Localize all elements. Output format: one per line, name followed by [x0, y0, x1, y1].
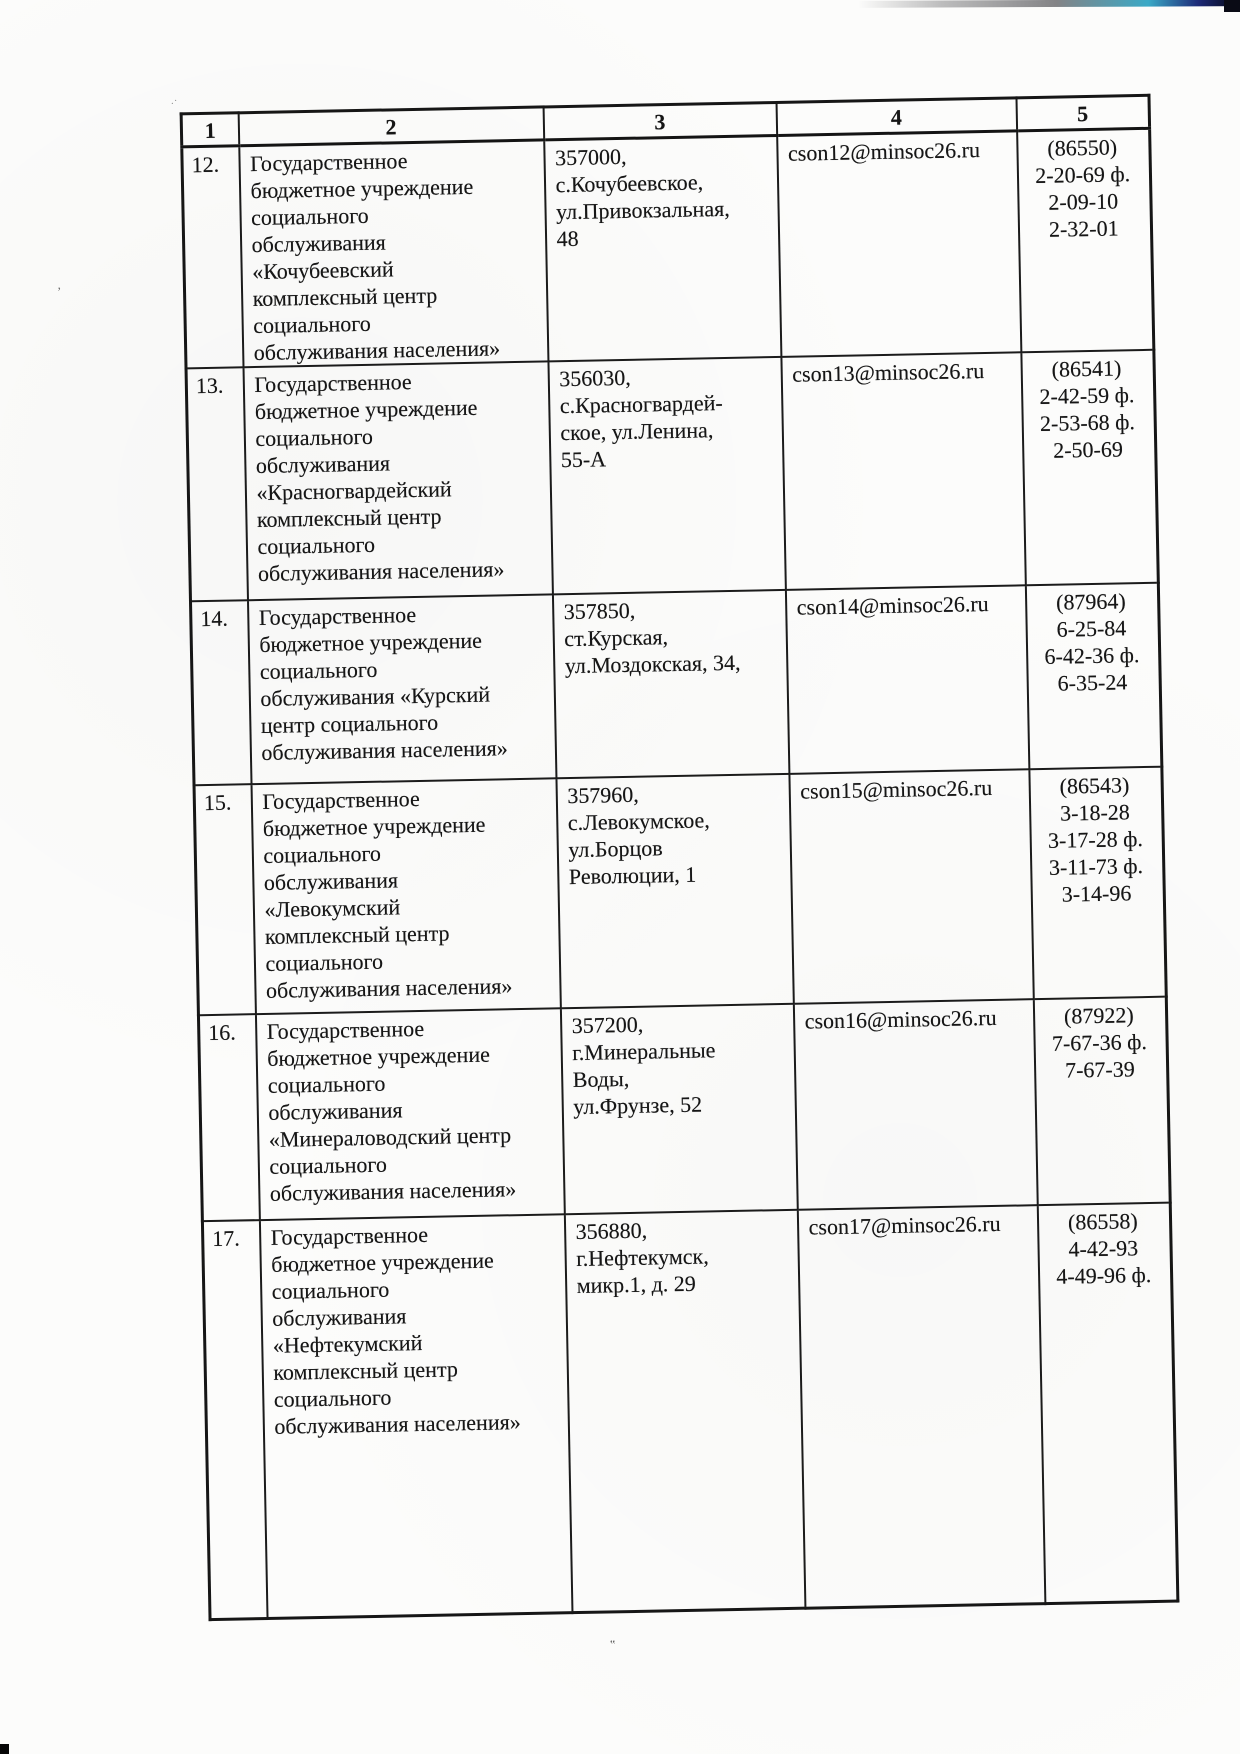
institution-email: cson12@minsoc26.ru — [777, 131, 1021, 357]
table-row — [198, 997, 1170, 1222]
institution-phone: (86558) 4-42-93 4-49-96 ф. — [1037, 1203, 1178, 1603]
institution-address: 357850, ст.Курская, ул.Моздокская, 34, — [552, 590, 788, 778]
institution-phone: (86550) 2-20-69 ф. 2-09-10 2-32-01 — [1017, 128, 1154, 352]
institution-name: Государственное бюджетное учреждение социального обслуживания «Курский центр социального обслуживания населения» — [247, 594, 555, 784]
scan-speck: .· — [171, 95, 178, 107]
table-row — [186, 350, 1158, 602]
row-number: 14. — [190, 600, 251, 785]
institutions-table-wrap — [180, 94, 1177, 1621]
institution-name: Государственное бюджетное учреждение социального обслуживания «Нефтекумский комплексный центр социального обслуживания населения» — [259, 1214, 572, 1618]
institution-name: Государственное бюджетное учреждение социального обслуживания «Левокумский комплексный центр социального обслуживания населения» — [251, 778, 560, 1014]
table-row — [202, 1203, 1177, 1620]
scan-artifact-bottom-left — [0, 1744, 9, 1754]
institution-address: 356030, с.Красногвардей- ское, ул.Ленина, 55-А — [548, 357, 785, 594]
institution-phone: (87964) 6-25-84 6-42-36 ф. 6-35-24 — [1025, 583, 1162, 770]
row-number: 17. — [202, 1220, 267, 1619]
column-header-4: 4 — [776, 98, 1017, 136]
institution-email: cson13@minsoc26.ru — [781, 352, 1025, 590]
row-number: 15. — [194, 784, 255, 1015]
institutions-table — [180, 94, 1180, 1621]
row-number: 13. — [186, 367, 247, 601]
column-header-3: 3 — [543, 102, 777, 139]
row-number: 12. — [182, 146, 243, 369]
institution-address: 357200, г.Минеральные Воды, ул.Фрунзе, 52 — [560, 1004, 797, 1214]
scan-speck: ‚ — [57, 277, 62, 292]
institution-name: Государственное бюджетное учреждение социального обслуживания «Минераловодский центр социального обслуживания населения» — [255, 1008, 564, 1220]
institution-name: Государственное бюджетное учреждение социального обслуживания «Красногвардейский комплексный центр социального обслуживания населения» — [243, 361, 552, 600]
institution-phone: (87922) 7-67-36 ф. 7-67-39 — [1033, 997, 1170, 1206]
institution-phone: (86541) 2-42-59 ф. 2-53-68 ф. 2-50-69 — [1021, 350, 1158, 586]
institution-email: cson15@minsoc26.ru — [789, 769, 1033, 1004]
institution-address: 357000, с.Кочубеевское, ул.Привокзальная, 48 — [544, 135, 781, 361]
column-header-5: 5 — [1016, 95, 1150, 131]
table-row — [190, 583, 1161, 786]
scan-artifact-corner-blob — [1224, 0, 1240, 12]
institution-address: 357960, с.Левокумское, ул.Борцов Революции, 1 — [556, 774, 793, 1008]
column-header-1: 1 — [181, 113, 239, 147]
institution-email: cson17@minsoc26.ru — [797, 1205, 1045, 1608]
table-row — [194, 767, 1166, 1016]
table-row — [182, 128, 1154, 368]
institution-email: cson16@minsoc26.ru — [793, 999, 1037, 1210]
scan-speck: ‟ — [610, 1637, 616, 1651]
institution-address: 356880, г.Нефтекумск, микр.1, д. 29 — [564, 1210, 805, 1612]
institution-phone: (86543) 3-18-28 3-17-28 ф. 3-11-73 ф. 3-14-96 — [1029, 767, 1166, 1000]
scan-artifact-top-streak — [858, 0, 1240, 8]
institution-name: Государственное бюджетное учреждение социального обслуживания «Кочубеевский комплексный центр социального обслуживания населения» — [239, 140, 548, 367]
institution-email: cson14@minsoc26.ru — [785, 585, 1028, 774]
column-header-2: 2 — [238, 107, 544, 146]
row-number: 16. — [198, 1014, 259, 1221]
